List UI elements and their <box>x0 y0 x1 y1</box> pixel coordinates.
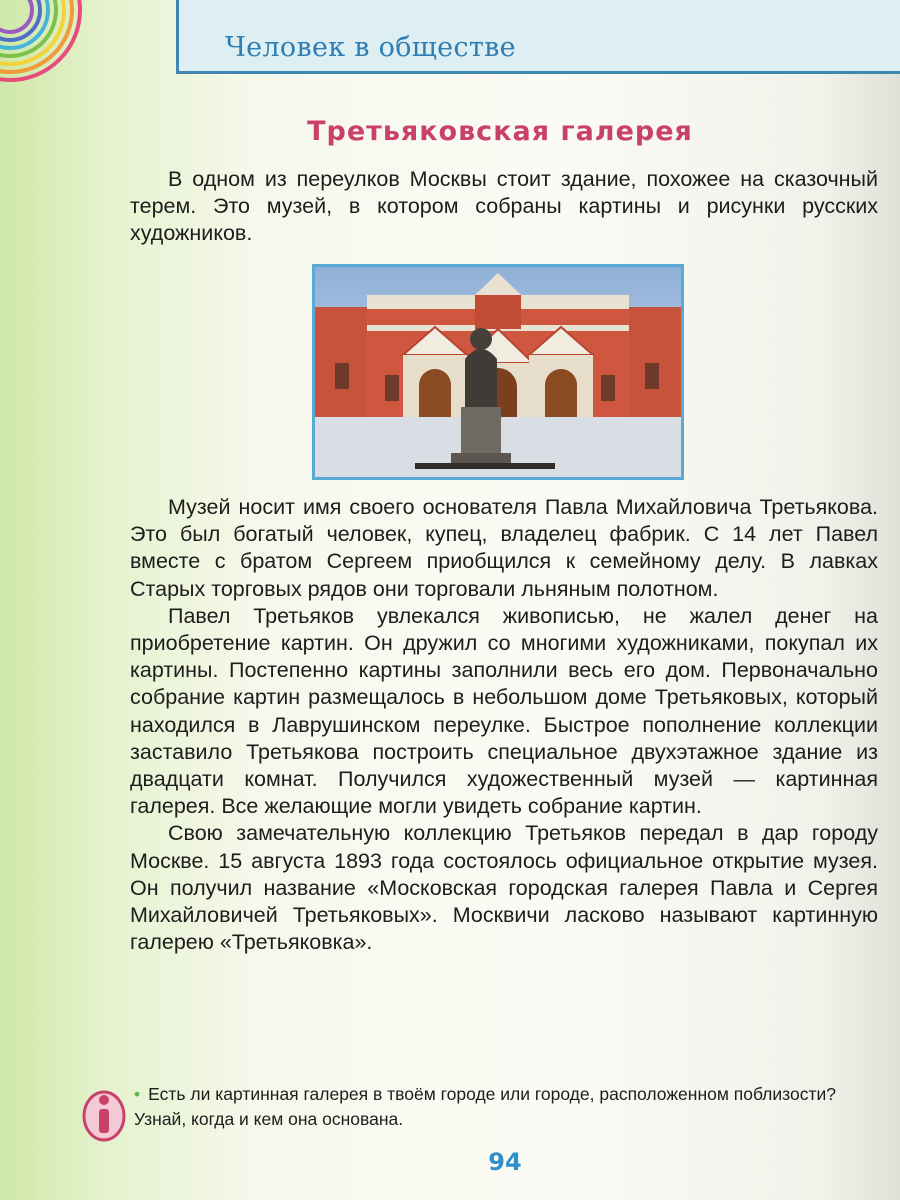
info-question-text: Есть ли картинная галерея в твоём городе или городе, расположенном поблизости? Узнай, когда и кем она основана. <box>134 1084 836 1129</box>
page-number: 94 <box>488 1148 522 1176</box>
page-title: Третьяковская галерея <box>307 116 693 147</box>
main-text <box>130 494 878 956</box>
intro-text <box>130 166 878 248</box>
info-question-box <box>134 1082 874 1132</box>
paragraph-collection: Павел Третьяков увлекался живописью, не жалел денег на приобретение картин. Он дружил со многими художниками, покупал их картины. Постепенно картины заполнили весь его дом. Первоначально собрание картин размещалось в небольшом доме Третьяковых, который находился в Лаврушинском переулке. Быстрое пополнение коллекции заставило Третьякова построить специальное двухэтажное здание из двадцати комнат. Получился художественный музей — картинная галерея. Все желающие могли увидеть собрание картин. <box>130 603 878 819</box>
intro-paragraph: В одном из переулков Москвы стоит здание, похожее на сказочный терем. Это музей, в котором собраны картины и рисунки русских художников. <box>130 167 878 246</box>
section-title: Человек в обществе <box>225 32 516 63</box>
paragraph-founder: Музей носит имя своего основателя Павла Михайловича Третьякова. Это был богатый человек, купец, владелец фабрик. С 14 лет Павел вместе с братом Сергеем приобщился к семейному делу. В лавках Старых торговых рядов они торговали льняным полотном. <box>130 495 878 601</box>
paragraph-gift: Свою замечательную коллекцию Третьяков передал в дар городу Москве. 15 августа 1893 года состоялось официальное открытие музея. Он получил название «Московская городская галерея Павла и Сергея Михайловичей Третьяковых». Москвичи ласково называют картинную галерею «Третьяковка». <box>130 821 878 955</box>
gallery-photo <box>312 264 684 480</box>
bullet-marker: • <box>134 1084 141 1104</box>
decorative-rings <box>0 0 90 90</box>
gallery-building-illustration <box>315 267 681 477</box>
info-icon <box>82 1086 126 1142</box>
section-header <box>176 0 900 74</box>
